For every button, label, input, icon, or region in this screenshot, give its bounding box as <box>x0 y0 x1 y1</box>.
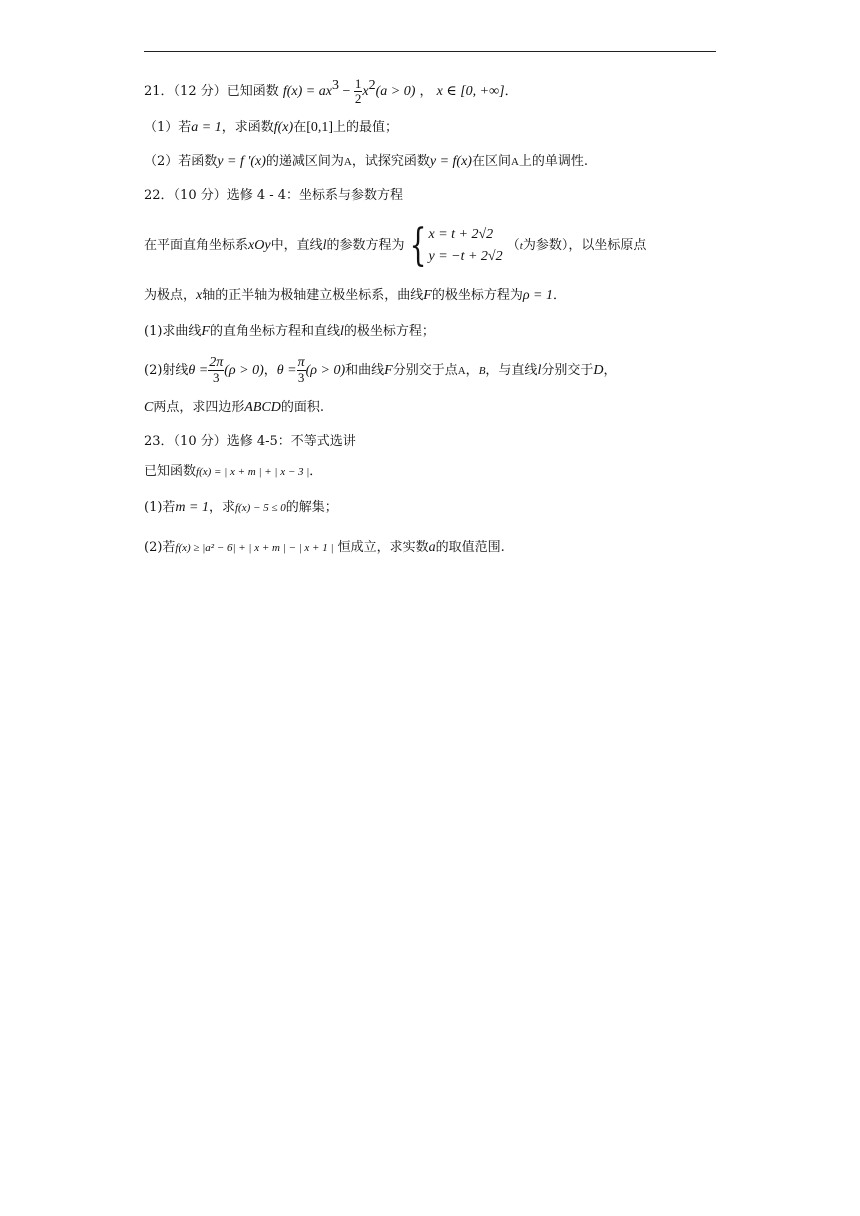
q22-l1-e: 为参数），以坐标原点 <box>522 238 647 253</box>
q21-exp2: 2 <box>368 78 376 93</box>
q21-p1-m3: [0,1] <box>306 120 334 135</box>
q22-part1 <box>144 322 435 342</box>
q21-p2-c: ，试探究函数 <box>351 154 430 169</box>
frac-pi-3 <box>297 356 306 385</box>
q23-p1-c: 的解集； <box>285 500 338 515</box>
q23-p1-b: ，求 <box>208 500 235 515</box>
q21-p2-e: 上的单调性. <box>518 154 589 169</box>
q21-half-num: 1 <box>354 76 362 91</box>
q23-l1-m: f(x) = | x + m | + | x − 3 | <box>196 466 310 478</box>
q21-p2-m1: y = f '(x) <box>217 154 266 169</box>
q22-l1-a: 在平面直角坐标系 <box>144 238 249 253</box>
frac2-den: 3 <box>297 370 305 385</box>
q22-heading: 22．（10 分）选修 4 - 4：坐标系与参数方程 <box>144 188 404 203</box>
q22-l2-a: 为极点， <box>144 288 197 303</box>
q23-line1 <box>144 462 322 482</box>
sys-eq2: y = −t + 2√2 <box>428 248 503 264</box>
q23-p1-m1: m = 1 <box>175 500 209 515</box>
q21-p1-b: ，求函数 <box>221 120 274 135</box>
q22-p1-b: 的直角坐标方程和直线 <box>209 324 340 339</box>
q21-p1-m1: a = 1 <box>191 120 222 135</box>
q22-p1-a: (1)求曲线 <box>144 324 202 339</box>
q22-p3-b: 的面积. <box>280 400 325 415</box>
q23-p1-a: (1)若 <box>144 500 176 515</box>
q21-p1-c: 在 <box>293 120 307 135</box>
q21-p2-b: 的递减区间为 <box>265 154 344 169</box>
q21-half-den: 2 <box>354 91 362 106</box>
q23-p2-m: f(x) ≥ |a² − 6| + | x + m | − | x + 1 | <box>175 542 334 554</box>
q22-part2 <box>144 354 616 388</box>
q22-p3-a: 两点，求四边形 <box>153 400 245 415</box>
q22-p1-m1: F <box>201 324 210 339</box>
q21-heading <box>144 76 518 106</box>
q21-p2-m4: A <box>510 156 519 168</box>
q22-cond1: (ρ > 0) <box>224 363 264 378</box>
q22-p2-e: ，与直线 <box>485 363 538 378</box>
q22-l1-m1: xOy <box>248 238 271 253</box>
q22-l1-m2: l <box>322 238 327 253</box>
q22-cond2: (ρ > 0) <box>305 363 346 378</box>
q22-l2-m2: F <box>423 288 432 303</box>
q22-part2-cont <box>144 398 324 418</box>
q22-p2-c: 分别交于点 <box>392 363 458 378</box>
frac2-num: π <box>297 355 305 370</box>
q22-p2-m4: l <box>537 363 542 378</box>
q22-l2-m3: ρ = 1 <box>522 288 553 303</box>
q21-sep: ， <box>419 84 433 99</box>
q22-p2-a: (2)射线 <box>144 363 189 378</box>
q22-l1-m3: t <box>519 240 523 252</box>
q22-l1-d: （ <box>506 238 520 253</box>
q21-p2-a: （2）若函数 <box>144 154 218 169</box>
frac1-den: 3 <box>213 370 220 385</box>
q21-exp3: 3 <box>331 78 339 93</box>
sys-eq1: x = t + 2√2 <box>428 226 494 242</box>
q21-p2-m3: y = f(x) <box>429 154 472 169</box>
q22-l1-b: 中，直线 <box>270 238 323 253</box>
q22-l2-m1: x <box>196 288 203 303</box>
q21-minus: − <box>338 84 354 99</box>
q23-p2-b: 恒成立，求实数 <box>337 540 429 555</box>
q21-part2 <box>144 152 588 172</box>
q22-line1 <box>144 219 647 271</box>
q22-p2-d: ， <box>465 363 479 378</box>
q21-end: ． <box>504 84 518 99</box>
q22-l2-b: 轴的正半轴为极轴建立极坐标系，曲线 <box>202 288 424 303</box>
q22-theta2: θ = <box>276 363 297 378</box>
header-rule <box>144 51 716 52</box>
q21-p1-d: 上的最值； <box>333 120 399 135</box>
q22-sep: ， <box>263 363 277 378</box>
q22-p2-m3: B <box>478 365 486 377</box>
q22-theta1: θ = <box>188 363 209 378</box>
q23-heading: 23．（10 分）选修 4-5：不等式选讲 <box>144 434 356 449</box>
q22-line2 <box>144 286 566 306</box>
q21-head-text: 21．（12 分）已知函数 <box>144 84 279 99</box>
q23-l1-a: 已知函数 <box>144 464 197 479</box>
param-system <box>428 224 502 268</box>
q22-l2-c: 的极坐标方程为 <box>431 288 523 303</box>
q22-p3-m2: ABCD <box>244 400 281 415</box>
q21-cond: (a > 0) <box>375 84 416 99</box>
q23-p2-c: 的取值范围. <box>435 540 505 555</box>
q21-p2-m2: A <box>343 156 352 168</box>
q23-part1 <box>144 498 338 518</box>
q22-p1-m2: l <box>340 324 344 339</box>
q22-p2-f: 分别交于 <box>541 363 594 378</box>
frac1-num: 2π <box>209 355 224 370</box>
q21-func: f(x) = ax <box>282 84 332 99</box>
q23-p2-a: (2)若 <box>144 540 176 555</box>
q21-domain: x ∈ [0, +∞] <box>436 84 505 99</box>
q21-p2-d: 在区间 <box>471 154 511 169</box>
q22-l2-d: ． <box>553 288 567 303</box>
q22-p2-b: 和曲线 <box>345 363 385 378</box>
system-brace: { <box>410 219 427 271</box>
q21-x2: x <box>362 84 369 99</box>
q23-p1-m2: f(x) − 5 ≤ 0 <box>235 502 286 514</box>
q22-p2-g: ， <box>603 363 617 378</box>
q22-p2-m1: F <box>384 363 393 378</box>
q22-l1-c: 的参数方程为 <box>326 238 405 253</box>
q21-p1-m2: f(x) <box>273 120 294 135</box>
q22-p1-c: 的极坐标方程； <box>343 324 435 339</box>
q21-p1-a: （1）若 <box>144 120 192 135</box>
q22-p2-m5: D <box>593 363 604 378</box>
q21-part1 <box>144 118 398 138</box>
q22-p2-m2: A <box>457 365 466 377</box>
q23-p2-m2: a <box>428 540 436 555</box>
q23-l1-b: ． <box>309 464 323 479</box>
frac-2pi-3 <box>208 356 224 385</box>
q22-p3-m1: C <box>144 400 154 415</box>
q23-part2 <box>144 538 505 558</box>
